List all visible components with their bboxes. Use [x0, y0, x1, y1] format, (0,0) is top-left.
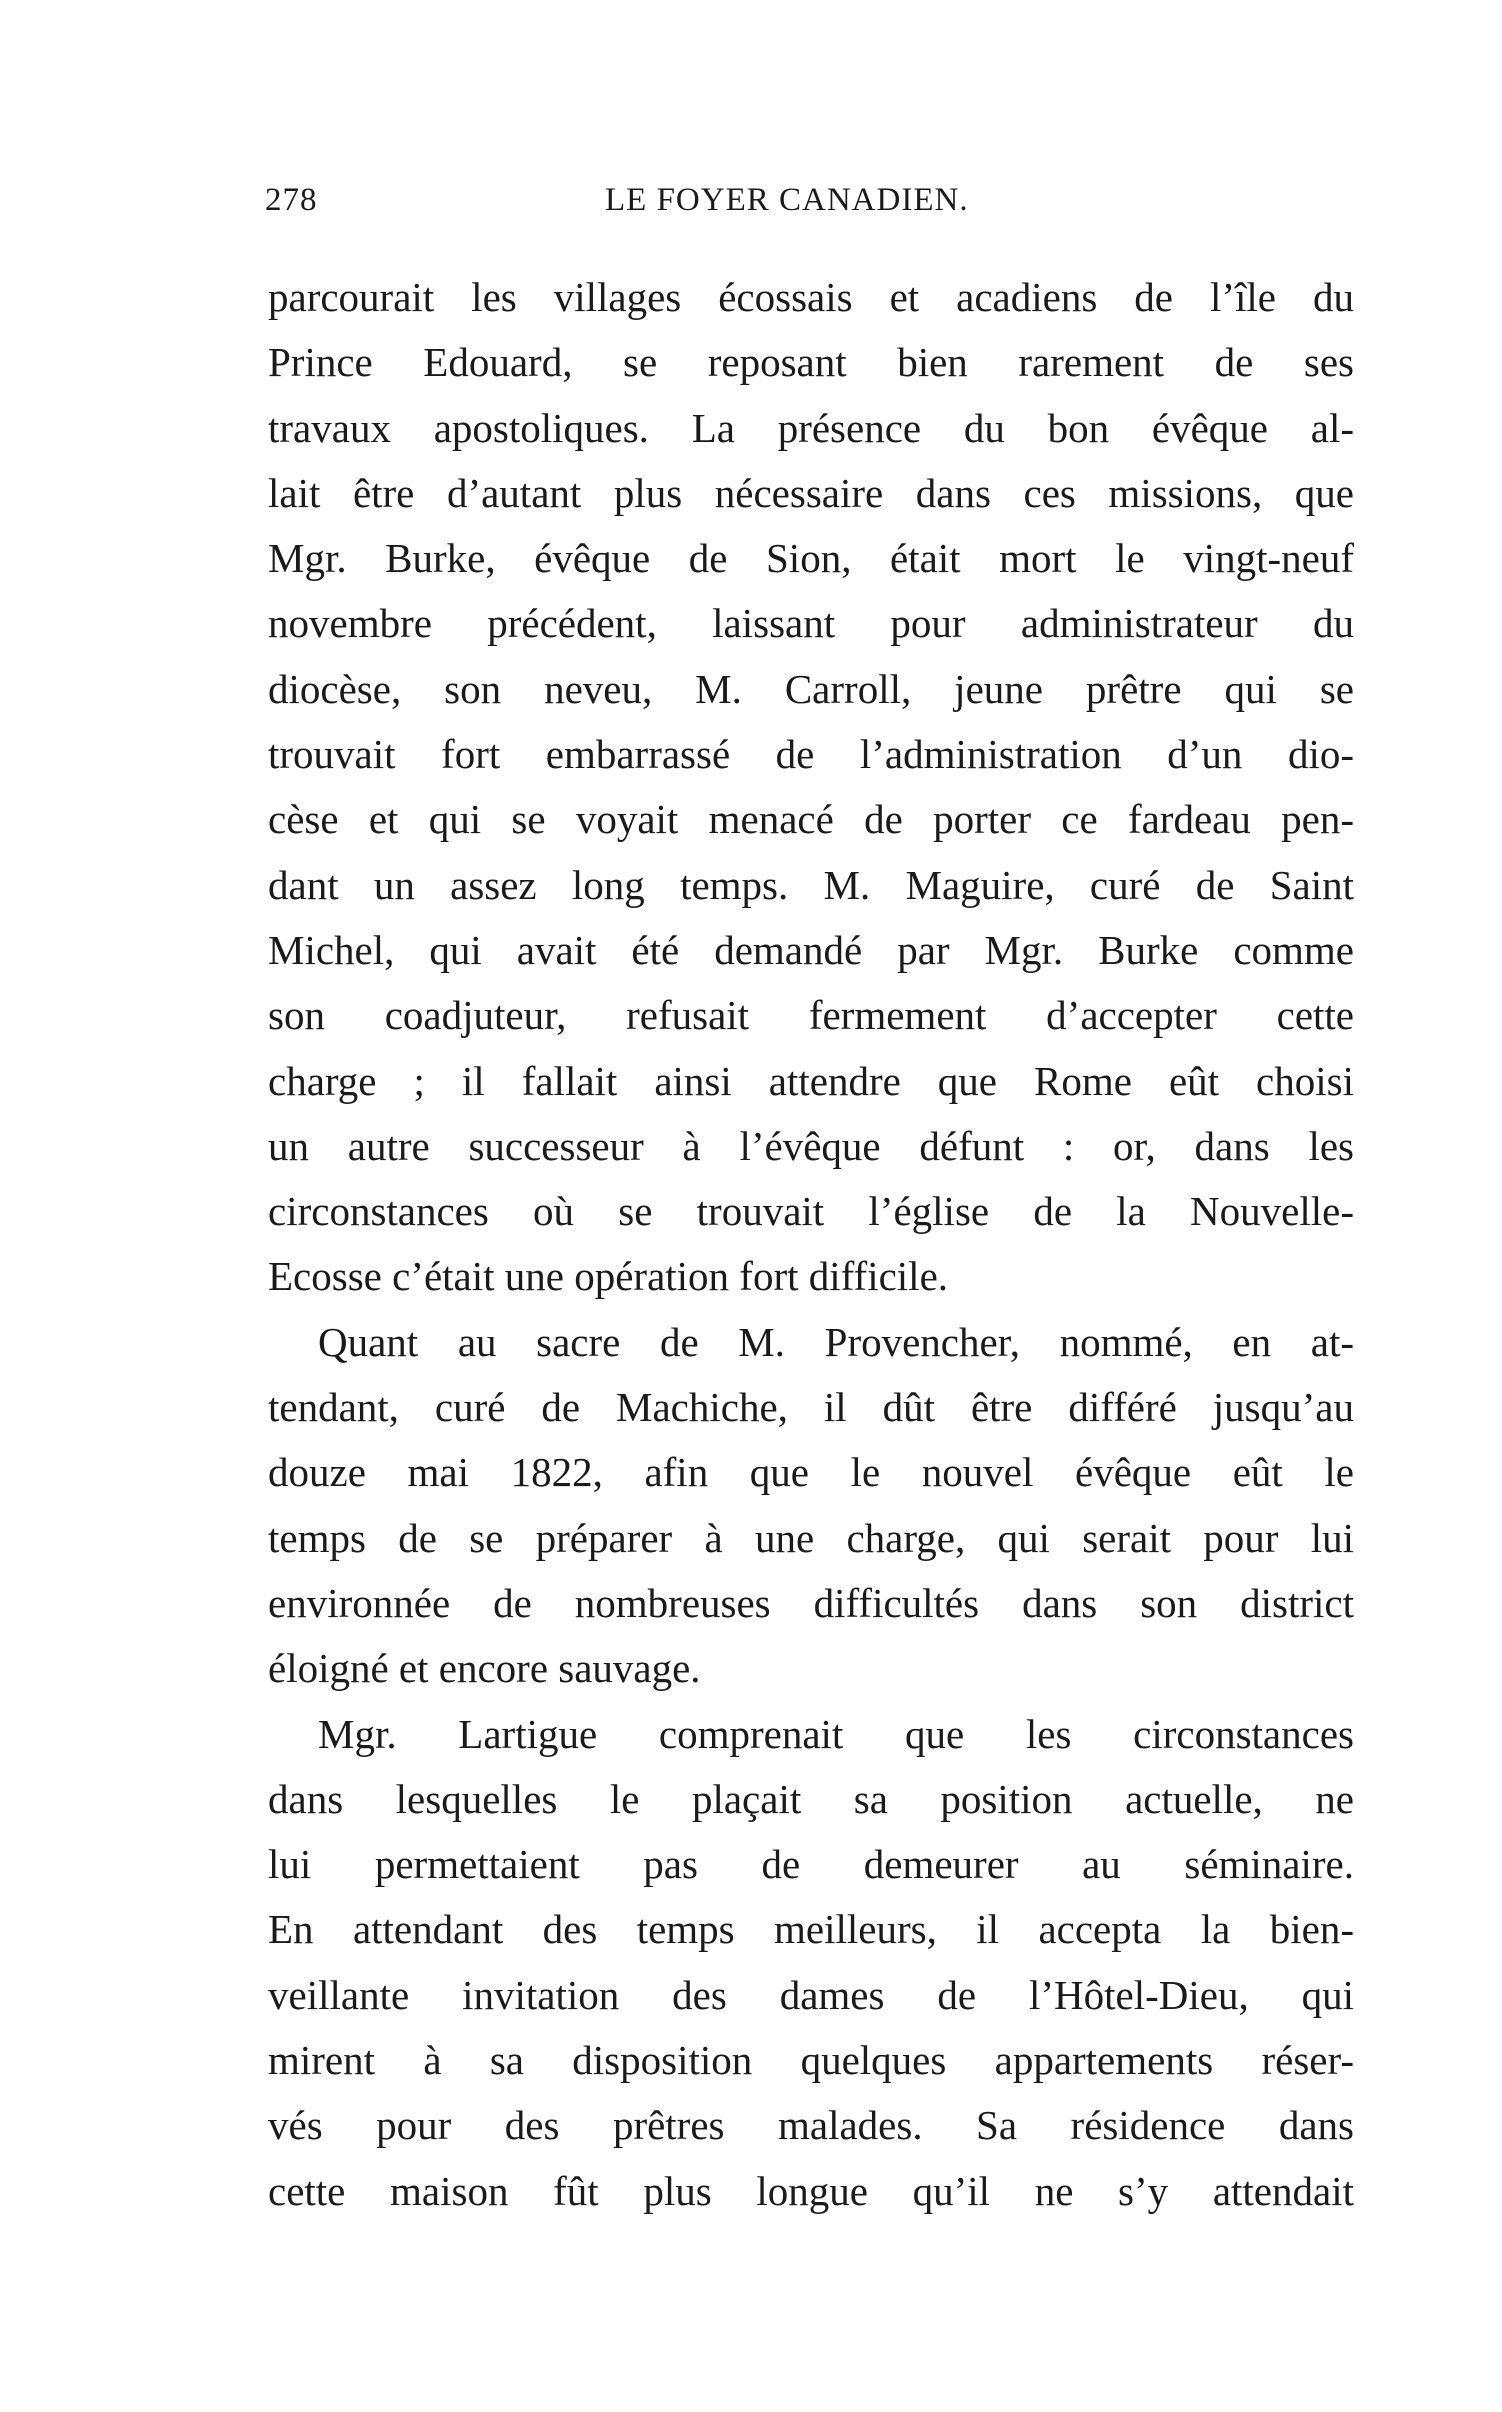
text-line: dant un assez long temps. M. Maguire, curé de Saint [268, 861, 1354, 908]
running-head [265, 182, 1355, 232]
page-number: 278 [265, 182, 318, 218]
text-line: charge ; il fallait ainsi attendre que Rome eût choisi [268, 1057, 1354, 1104]
text-line: Quant au sacre de M. Provencher, nommé, en at- [318, 1318, 1354, 1365]
text-line: diocèse, son neveu, M. Carroll, jeune prêtre qui se [268, 665, 1354, 712]
text-line: trouvait fort embarrassé de l’administration d’un dio- [268, 731, 1354, 778]
text-line: En attendant des temps meilleurs, il accepta la bien- [268, 1906, 1354, 1953]
text-line: parcourait les villages écossais et acadiens de l’île du [268, 274, 1354, 320]
text-line: lait être d’autant plus nécessaire dans ces missions, que [268, 469, 1354, 516]
text-line: un autre successeur à l’évêque défunt : or, dans les [268, 1122, 1354, 1169]
text-line: dans lesquelles le plaçait sa position actuelle, ne [268, 1775, 1354, 1822]
text-line: vés pour des prêtres malades. Sa résidence dans [268, 2102, 1354, 2149]
text-line: lui permettaient pas de demeurer au séminaire. [268, 1841, 1354, 1888]
body-text [268, 265, 1354, 2224]
running-title: LE FOYER CANADIEN. [605, 182, 969, 218]
text-line: travaux apostoliques. La présence du bon évêque al- [268, 404, 1354, 451]
text-line: environnée de nombreuses difficultés dans son district [268, 1579, 1354, 1626]
text-line: temps de se préparer à une charge, qui serait pour lui [268, 1514, 1354, 1561]
text-line: circonstances où se trouvait l’église de la Nouvelle- [268, 1188, 1354, 1235]
paragraph [268, 1702, 1354, 2224]
text-line: veillante invitation des dames de l’Hôtel-Dieu, qui [268, 1971, 1354, 2018]
paragraph [268, 1310, 1354, 1702]
text-line: Mgr. Lartigue comprenait que les circonstances [318, 1710, 1354, 1757]
text-line: cette maison fût plus longue qu’il ne s’y attendait [268, 2167, 1354, 2214]
text-line: Mgr. Burke, évêque de Sion, était mort le vingt-neuf [268, 535, 1354, 582]
text-line: douze mai 1822, afin que le nouvel évêque eût le [268, 1449, 1354, 1496]
text-line: mirent à sa disposition quelques appartements réser- [268, 2037, 1354, 2084]
text-line: éloigné et encore sauvage. [268, 1645, 701, 1692]
text-line: cèse et qui se voyait menacé de porter ce fardeau pen- [268, 796, 1354, 843]
text-line: tendant, curé de Machiche, il dût être différé jusqu’au [268, 1384, 1354, 1431]
text-line: Prince Edouard, se reposant bien rarement de ses [268, 339, 1354, 386]
text-line: Ecosse c’était une opération fort difficile. [268, 1253, 949, 1300]
text-line: Michel, qui avait été demandé par Mgr. Burke comme [268, 926, 1354, 973]
text-line: novembre précédent, laissant pour administrateur du [268, 600, 1354, 647]
paragraph [268, 265, 1354, 1310]
text-line: son coadjuteur, refusait fermement d’accepter cette [268, 992, 1354, 1039]
